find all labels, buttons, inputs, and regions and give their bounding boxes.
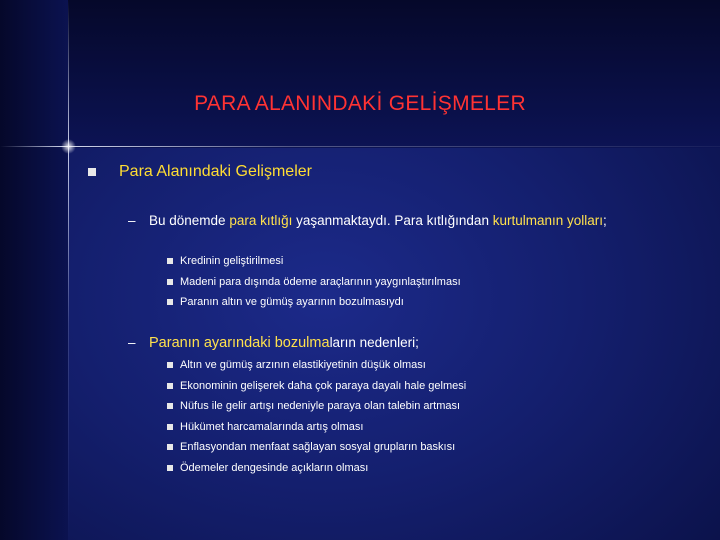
square-bullet-icon [167, 279, 173, 285]
horizontal-accent-line [0, 146, 720, 147]
dash-bullet: – [128, 213, 136, 228]
square-bullet-icon [167, 424, 173, 430]
left-decorative-panel [0, 0, 68, 540]
section1-text-2: yaşanmaktaydı. Para kıtlığından [292, 213, 493, 228]
section1-highlight-2: kurtulmanın yolları [492, 213, 603, 228]
dash-bullet: – [128, 335, 136, 350]
square-bullet-icon [167, 465, 173, 471]
section1-text-1: Bu dönemde [149, 213, 230, 228]
square-bullet-icon [167, 403, 173, 409]
section1-highlight-1: para kıtlığı [229, 213, 293, 228]
section2-text: ların nedenleri; [329, 335, 419, 350]
section2-highlight: Paranın ayarındaki bozulma [149, 335, 330, 351]
square-bullet-icon [88, 168, 96, 176]
section1-text-3: ; [603, 213, 607, 228]
square-bullet-icon [167, 299, 173, 305]
vertical-accent-line [68, 0, 69, 540]
slide-title: PARA ALANINDAKİ GELİŞMELER [194, 92, 526, 115]
square-bullet-icon [167, 444, 173, 450]
square-bullet-icon [167, 362, 173, 368]
main-bullet-text: Para Alanındaki Gelişmeler [119, 163, 312, 180]
square-bullet-icon [167, 258, 173, 264]
sparkle-icon [61, 139, 76, 154]
square-bullet-icon [167, 383, 173, 389]
top-decorative-panel [68, 0, 720, 148]
